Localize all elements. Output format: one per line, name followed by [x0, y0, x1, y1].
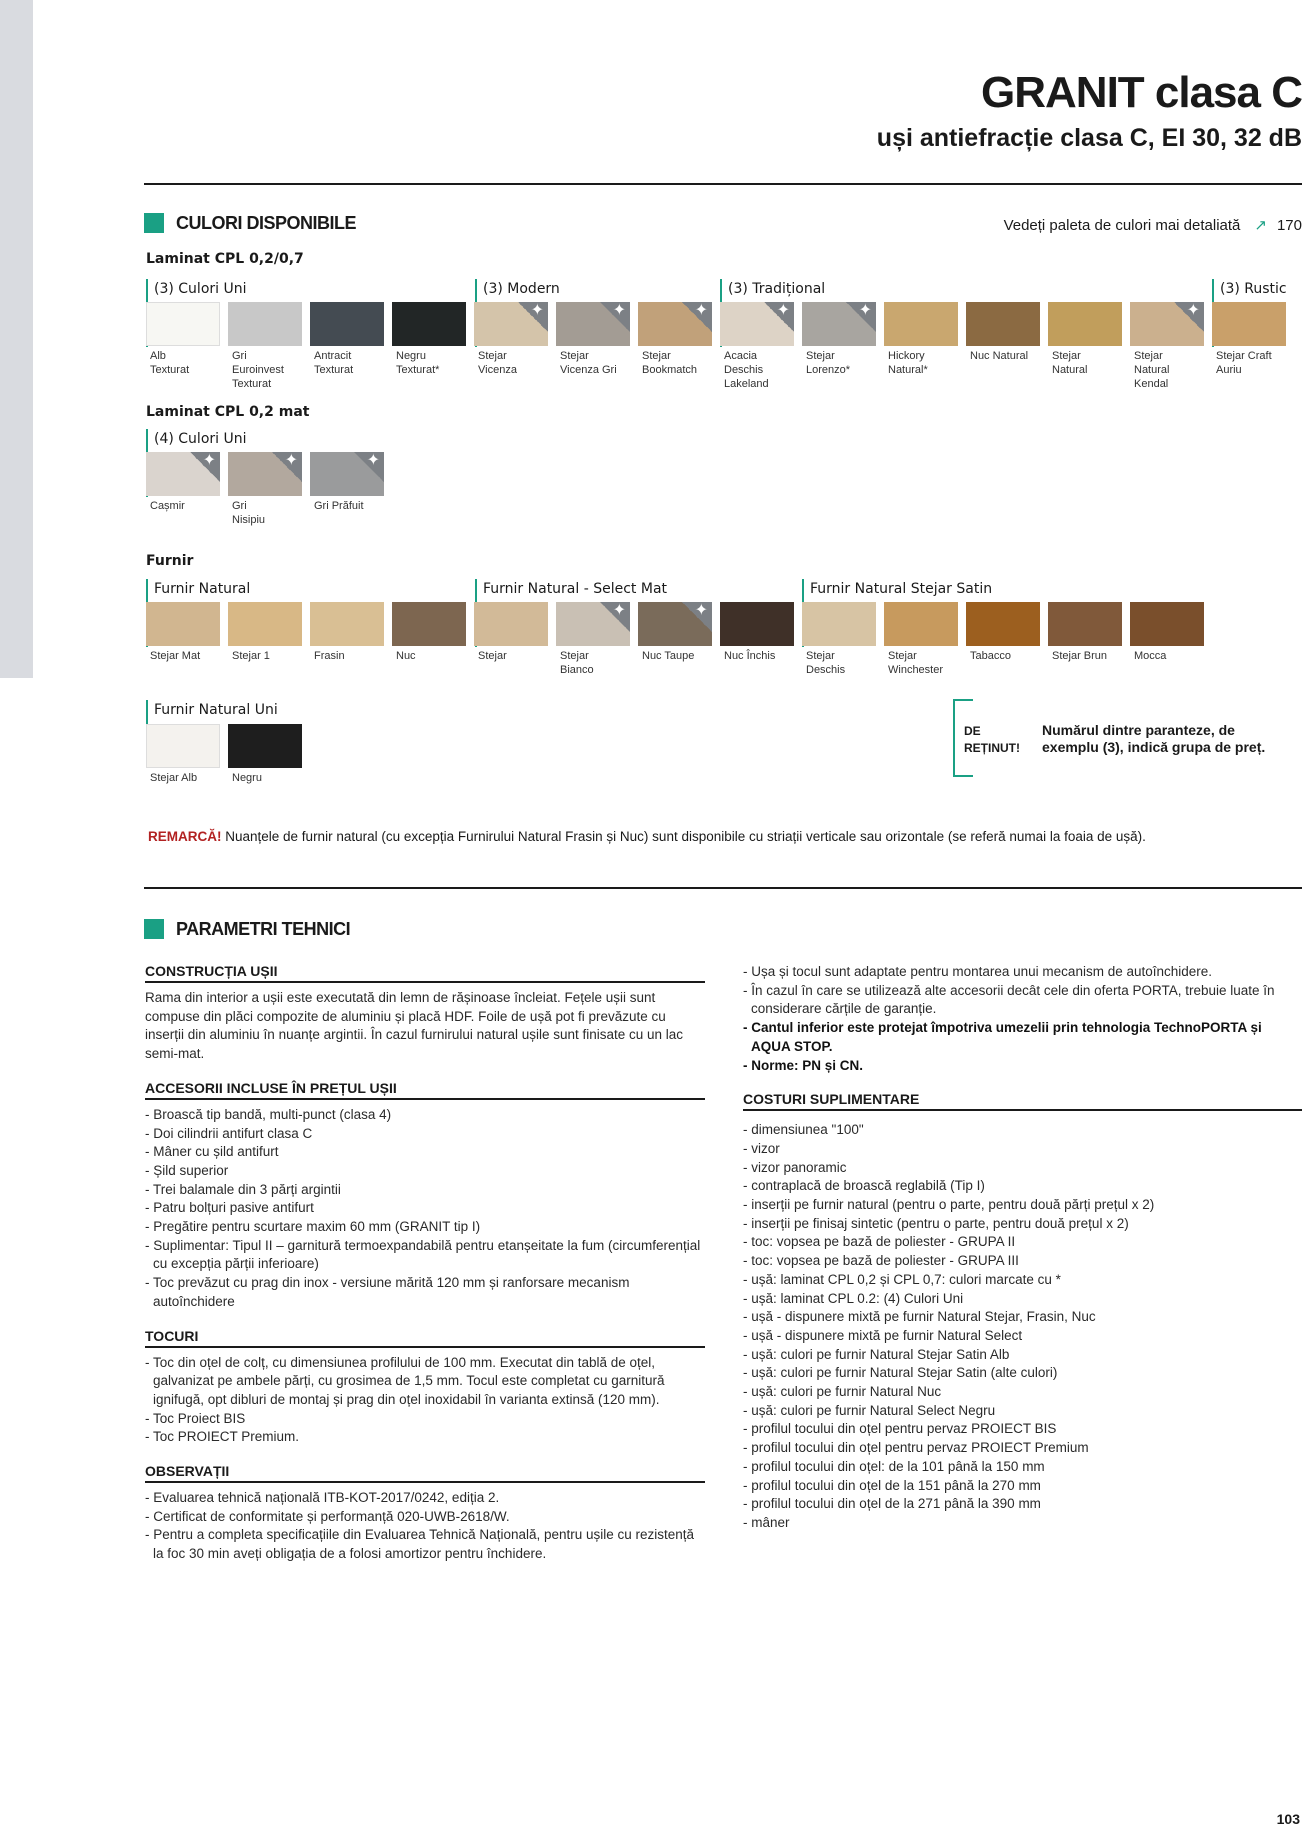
- color-swatch: [146, 302, 220, 377]
- observations-title: OBSERVAȚII: [145, 1463, 705, 1483]
- color-swatch: [146, 452, 220, 513]
- swatch-chip: [228, 602, 302, 646]
- sparkle-icon: ✦: [1174, 302, 1204, 332]
- swatch-chip: [392, 602, 466, 646]
- swatch-name: Stejar Brun: [1052, 650, 1108, 662]
- swatch-chip: [638, 602, 712, 646]
- swatch-chip: [802, 302, 876, 346]
- furnir-heading: Furnir: [146, 553, 194, 569]
- color-swatch: [392, 302, 466, 377]
- list-item: - profilul tocului din oțel de la 151 până la 270 mm: [743, 1477, 1041, 1493]
- swatch-name: Negru Texturat*: [396, 350, 440, 376]
- group-label: (4) Culori Uni: [146, 429, 247, 497]
- sparkle-icon: ✦: [682, 602, 712, 632]
- swatch-chip: [556, 302, 630, 346]
- color-swatch: [638, 602, 712, 663]
- swatch-chip: [310, 602, 384, 646]
- sparkle-icon: ✦: [600, 302, 630, 332]
- list-item: - Toc PROIECT Premium.: [145, 1429, 300, 1445]
- color-swatch: [228, 302, 302, 391]
- extra-costs-title: COSTURI SUPLIMENTARE: [743, 1091, 1302, 1111]
- swatch-chip: [1048, 302, 1122, 346]
- list-item: - Cantul inferior este protejat împotriva umezelii prin tehnologia TechnoPORTA și AQUA STOP.: [743, 1020, 1262, 1054]
- list-item: - profilul tocului din oțel: de la 101 până la 150 mm: [743, 1458, 1045, 1474]
- color-swatch: [966, 602, 1040, 663]
- swatch-chip: [228, 302, 302, 346]
- divider: [144, 183, 1302, 185]
- list-item: - Certificat de conformitate și performanță 020-UWB-2618/W.: [145, 1508, 510, 1524]
- construction-text: Rama din interior a ușii este executată din lemn de rășinoase încleiat. Fețele ușii sunt compuse din plăci compozite de aluminiu și placă HDF. Foile de ușă pot fi prevăzute cu inserții din aluminiu în nuanțe argintii. În cazul furnirului natural ușile sunt finisate cu un lac semi-mat.: [145, 990, 684, 1062]
- swatch-chip: [1130, 302, 1204, 346]
- swatch-chip: [884, 302, 958, 346]
- color-swatch: [884, 602, 958, 677]
- swatch-name: Stejar Winchester: [888, 650, 944, 676]
- color-swatch: [228, 724, 302, 785]
- frames-list: [145, 1354, 705, 1448]
- sparkle-icon: ✦: [682, 302, 712, 332]
- color-swatch: [392, 602, 466, 663]
- palette-link[interactable]: Vedeți paleta de culori mai detaliată ↗ 170: [1003, 216, 1302, 234]
- tech-heading: PARAMETRI TEHNICI: [144, 918, 350, 940]
- swatch-name: Stejar Deschis: [806, 650, 846, 676]
- list-item: - Pregătire pentru scurtare maxim 60 mm (GRANIT tip I): [145, 1219, 481, 1235]
- swatch-chip: [884, 602, 958, 646]
- list-item: - ușă: culori pe furnir Natural Stejar Satin (alte culori): [743, 1365, 1058, 1381]
- list-item: - ușă: laminat CPL 0,2 și CPL 0,7: culori marcate cu *: [743, 1271, 1061, 1287]
- page-subtitle: uși antiefracție clasa C, EI 30, 32 dB: [876, 124, 1302, 152]
- notes-list: [743, 963, 1302, 1075]
- swatch-name: Tabacco: [970, 650, 1011, 662]
- list-item: - Trei balamale din 3 părți argintii: [145, 1181, 341, 1197]
- swatch-name: Frasin: [314, 650, 345, 662]
- list-item: - Broască tip bandă, multi-punct (clasa 4): [145, 1106, 392, 1122]
- list-item: - Suplimentar: Tipul II – garnitură termoexpandabilă pentru etanșeitate la fum (circumferențial cu excepția părții inferioare): [145, 1237, 701, 1272]
- swatch-name: Stejar Natural Kendal: [1134, 350, 1170, 390]
- swatch-name: Mocca: [1134, 650, 1167, 662]
- swatch-name: Stejar Natural: [1052, 350, 1088, 376]
- color-swatch: [474, 302, 548, 377]
- swatch-chip: [1130, 602, 1204, 646]
- section-marker-icon: [144, 919, 164, 939]
- color-swatch: [474, 602, 548, 663]
- color-swatch: [228, 452, 302, 527]
- swatch-chip: [474, 602, 548, 646]
- color-swatch: [966, 302, 1040, 363]
- swatch-name: Antracit Texturat: [314, 350, 354, 376]
- group-label: (3) Rustic: [1212, 279, 1287, 347]
- swatch-name: Stejar Vicenza: [478, 350, 517, 376]
- swatch-name: Alb Texturat: [150, 350, 190, 376]
- swatch-name: Stejar Mat: [150, 650, 201, 662]
- swatch-name: Stejar Alb: [150, 772, 198, 784]
- list-item: - Șild superior: [145, 1162, 229, 1178]
- swatch-chip: [146, 302, 220, 346]
- list-item: - vizor panoramic: [743, 1159, 847, 1175]
- color-swatch: [1130, 302, 1204, 391]
- list-item: - Patru bolțuri pasive antifurt: [145, 1200, 314, 1216]
- list-item: - toc: vopsea pe bază de poliester - GRUPA III: [743, 1253, 1019, 1269]
- swatch-name: Stejar Vicenza Gri: [560, 350, 617, 376]
- accessories-title: ACCESORII INCLUSE ÎN PREȚUL UȘII: [145, 1080, 705, 1100]
- list-item: - ușă: culori pe furnir Natural Stejar Satin Alb: [743, 1346, 1010, 1362]
- swatch-name: Stejar 1: [232, 650, 270, 662]
- swatch-name: Stejar: [478, 650, 507, 662]
- color-swatch: [146, 602, 220, 663]
- swatch-name: Stejar Lorenzo*: [806, 350, 851, 376]
- color-swatch: [1048, 602, 1122, 663]
- list-item: - profilul tocului din oțel pentru pervaz PROIECT BIS: [743, 1421, 1057, 1437]
- tech-right-column: [743, 963, 1302, 1549]
- sparkle-icon: ✦: [354, 452, 384, 482]
- swatch-name: Nuc: [396, 650, 416, 662]
- swatch-name: Hickory Natural*: [888, 350, 928, 376]
- swatch-name: Gri Prăfuit: [314, 500, 364, 512]
- list-item: - Mâner cu șild antifurt: [145, 1144, 279, 1160]
- sparkle-icon: ✦: [764, 302, 794, 332]
- color-swatch: [1212, 302, 1286, 377]
- swatch-name: Nuc Închis: [724, 650, 776, 662]
- list-item: - Ușa și tocul sunt adaptate pentru montarea unui mecanism de autoînchidere.: [743, 964, 1213, 979]
- swatch-chip: [720, 302, 794, 346]
- color-swatch: [310, 302, 384, 377]
- color-swatch: [884, 302, 958, 377]
- color-swatch: [802, 302, 876, 377]
- swatch-chip: [228, 724, 302, 768]
- list-item: - mâner: [743, 1514, 790, 1530]
- list-item: - Evaluarea tehnică națională ITB-KOT-2017/0242, ediția 2.: [145, 1490, 500, 1506]
- sparkle-icon: ✦: [846, 302, 876, 332]
- note-label: DE REȚINUT!: [964, 724, 1020, 755]
- color-swatch: [228, 602, 302, 663]
- swatch-chip: [802, 602, 876, 646]
- color-swatch: [556, 302, 630, 377]
- sparkle-icon: ✦: [190, 452, 220, 482]
- list-item: - ușă: culori pe furnir Natural Select Negru: [743, 1402, 996, 1418]
- group-label: Furnir Natural: [146, 579, 250, 647]
- swatch-chip: [966, 602, 1040, 646]
- side-tab-strip: [0, 0, 33, 678]
- swatch-chip: [310, 452, 384, 496]
- sparkle-icon: ✦: [272, 452, 302, 482]
- extra-costs-list: [743, 1121, 1302, 1532]
- swatch-chip: [474, 302, 548, 346]
- page-title: GRANIT clasa C: [981, 68, 1302, 117]
- tech-left-column: [145, 963, 705, 1580]
- section-marker-icon: [144, 213, 164, 233]
- list-item: - toc: vopsea pe bază de poliester - GRUPA II: [743, 1234, 1016, 1250]
- list-item: - contraplacă de broască reglabilă (Tip I): [743, 1178, 985, 1194]
- swatch-chip: [720, 602, 794, 646]
- swatch-name: Nuc Natural: [970, 350, 1029, 362]
- swatch-chip: [146, 602, 220, 646]
- list-item: - inserții pe finisaj sintetic (pentru o parte, pentru două prețul x 2): [743, 1215, 1129, 1231]
- sparkle-icon: ✦: [518, 302, 548, 332]
- color-swatch: [720, 302, 794, 391]
- divider: [144, 887, 1302, 889]
- swatch-chip: [1212, 302, 1286, 346]
- page-number: 103: [1276, 1811, 1300, 1827]
- list-item: - dimensiunea "100": [743, 1122, 864, 1138]
- list-item: - profilul tocului din oțel de la 271 până la 390 mm: [743, 1496, 1041, 1512]
- list-item: - Toc prevăzut cu prag din inox - versiune mărită 120 mm și ranforsare mecanism autoînchidere: [145, 1275, 630, 1309]
- group-label: (3) Modern: [475, 279, 560, 347]
- swatch-name: Gri Euroinvest Texturat: [232, 350, 284, 390]
- swatch-name: Stejar Bookmatch: [642, 350, 698, 376]
- swatch-chip: [146, 452, 220, 496]
- color-swatch: [310, 452, 384, 513]
- swatch-chip: [310, 302, 384, 346]
- swatch-chip: [146, 724, 220, 768]
- construction-title: CONSTRUCȚIA UȘII: [145, 963, 705, 983]
- list-item: - profilul tocului din oțel pentru pervaz PROIECT Premium: [743, 1440, 1089, 1456]
- swatch-name: Cașmir: [150, 500, 185, 512]
- list-item: - Pentru a completa specificațiile din Evaluarea Tehnică Națională, pentru ușile cu rezistență la foc 30 min aveți obligația de a folosi amortizor pentru închidere.: [145, 1527, 695, 1562]
- note-text: Numărul dintre paranteze, de exemplu (3), indică grupa de preț.: [1042, 722, 1266, 755]
- list-item: - ușă: laminat CPL 0.2: (4) Culori Uni: [743, 1290, 964, 1306]
- group-label: Furnir Natural Uni: [146, 700, 278, 768]
- group-label: (3) Tradițional: [720, 279, 825, 347]
- color-swatch: [1130, 602, 1204, 663]
- swatch-name: Acacia Deschis Lakeland: [724, 350, 769, 390]
- group-label: Furnir Natural Stejar Satin: [802, 579, 992, 647]
- color-swatch: [638, 302, 712, 377]
- frames-title: TOCURI: [145, 1328, 705, 1348]
- remark: REMARCĂ! Nuanțele de furnir natural (cu excepția Furnirului Natural Frasin și Nuc) sunt disponibile cu striații verticale sau orizontale (se referă numai la foaia de ușă).: [148, 829, 1146, 844]
- list-item: - ușă - dispunere mixtă pe furnir Natural Select: [743, 1327, 1023, 1343]
- list-item: - Toc Proiect BIS: [145, 1410, 246, 1426]
- list-item: - Doi cilindrii antifurt clasa C: [145, 1125, 313, 1141]
- list-item: - inserții pe furnir natural (pentru o parte, pentru două părți prețul x 2): [743, 1197, 1155, 1213]
- color-swatch: [556, 602, 630, 677]
- group-label: Furnir Natural - Select Mat: [475, 579, 667, 647]
- accessories-list: [145, 1106, 705, 1312]
- swatch-chip: [1048, 602, 1122, 646]
- list-item: - În cazul în care se utilizează alte accesorii decât cele din oferta PORTA, trebuie luate în considerare cărțile de garanție.: [743, 982, 1275, 1017]
- list-item: - ușă: culori pe furnir Natural Nuc: [743, 1384, 942, 1400]
- color-swatch: [310, 602, 384, 663]
- swatch-chip: [556, 602, 630, 646]
- arrow-up-right-icon: ↗: [1254, 217, 1267, 234]
- swatch-name: Stejar Bianco: [560, 650, 594, 676]
- sparkle-icon: ✦: [600, 602, 630, 632]
- swatch-chip: [966, 302, 1040, 346]
- color-swatch: [720, 602, 794, 663]
- swatch-chip: [392, 302, 466, 346]
- laminat-heading-2: Laminat CPL 0,2 mat: [146, 404, 310, 420]
- swatch-chip: [228, 452, 302, 496]
- laminat-heading-1: Laminat CPL 0,2/0,7: [146, 251, 304, 267]
- color-swatch: [802, 602, 876, 677]
- color-swatch: [146, 724, 220, 785]
- swatch-name: Stejar Craft Auriu: [1216, 350, 1272, 376]
- swatch-name: Nuc Taupe: [642, 650, 695, 662]
- list-item: - Toc din oțel de colț, cu dimensiunea profilului de 100 mm. Executat din tablă de oțel, galvanizat pe ambele părți, cu grosimea de 1,5 mm. Tocul este completat cu garnitură ignifugă, opt dibluri de montaj și prag din oțel inoxidabil în varianta extinsă (120 mm).: [145, 1354, 665, 1407]
- list-item: - Norme: PN și CN.: [743, 1057, 864, 1073]
- observations-list: [145, 1489, 705, 1564]
- swatch-name: Gri Nisipiu: [232, 500, 266, 526]
- color-swatch: [1048, 302, 1122, 377]
- colors-heading: CULORI DISPONIBILE: [144, 212, 356, 234]
- group-label: (3) Culori Uni: [146, 279, 247, 347]
- list-item: - ușă - dispunere mixtă pe furnir Natural Stejar, Frasin, Nuc: [743, 1309, 1096, 1325]
- swatch-chip: [638, 302, 712, 346]
- list-item: - vizor: [743, 1140, 780, 1156]
- swatch-name: Negru: [232, 772, 262, 784]
